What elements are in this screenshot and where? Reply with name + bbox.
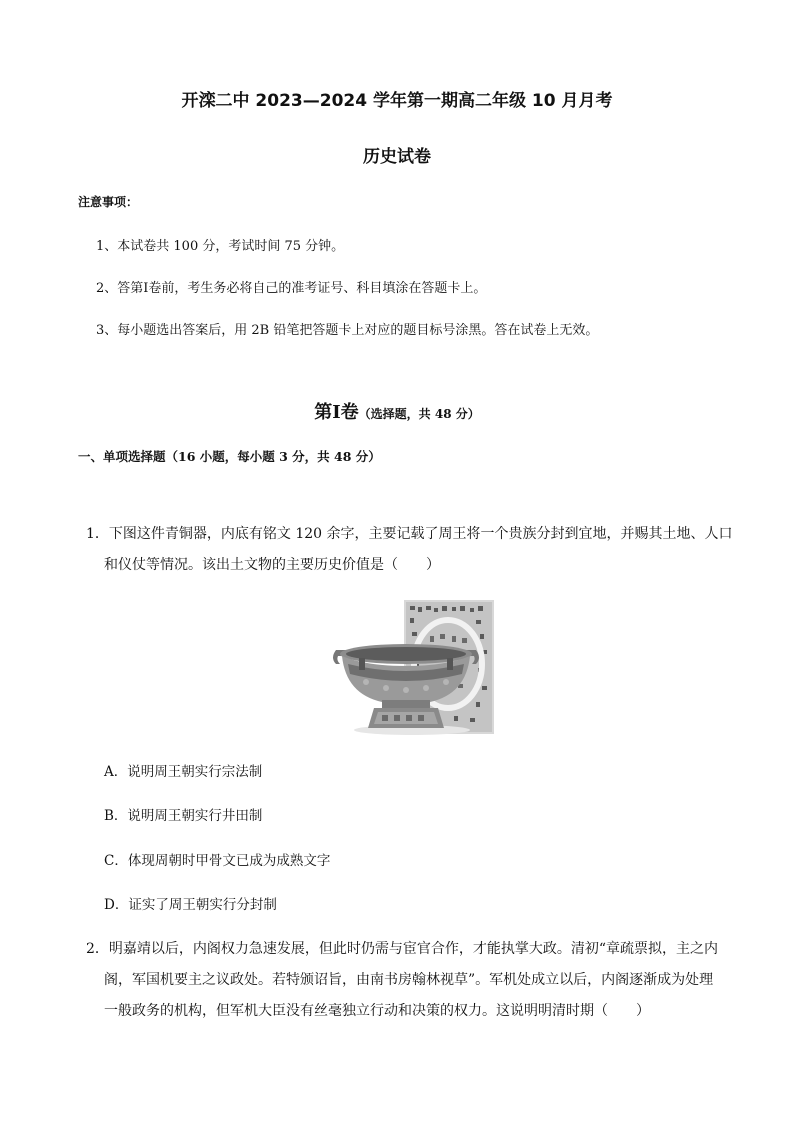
part-note: （选择题，共 48 分） [358, 407, 480, 421]
question-2-line-2: 阁，军国机要主之议政处。若特颁诏旨，由南书房翰林视草”。军机处成立以后，内阁逐渐成为处理 [104, 972, 714, 988]
bronze-vessel-figure [326, 598, 496, 738]
notice-item: 2、答第Ⅰ卷前，考生务必将自己的准考证号、科目填涂在答题卡上。 [96, 281, 487, 296]
section-heading: 一、单项选择题（16 小题，每小题 3 分，共 48 分） [78, 449, 381, 464]
option-a: A．说明周王朝实行宗法制 [104, 764, 263, 780]
exam-title: 开滦二中 2023—2024 学年第一期高二年级 10 月月考 [181, 91, 613, 111]
part-title: 第Ⅰ卷 [314, 402, 359, 423]
option-c: C．体现周朝时甲骨文已成为成熟文字 [104, 853, 331, 869]
question-1-line-2: 和仪仗等情况。该出土文物的主要历史价值是（ ） [104, 557, 440, 573]
question-2-line-3: 一般政务的机构，但军机大臣没有丝毫独立行动和决策的权力。这说明明清时期（ ） [104, 1003, 650, 1019]
notice-item: 1、本试卷共 100 分，考试时间 75 分钟。 [96, 239, 345, 254]
part-heading [0, 398, 794, 424]
question-2-line-1: 2．明嘉靖以后，内阁权力急速发展，但此时仍需与宦官合作，才能执掌大政。清初“章疏票拟，主之内 [86, 941, 719, 957]
option-b: B．说明周王朝实行井田制 [104, 808, 263, 824]
option-d: D．证实了周王朝实行分封制 [104, 897, 277, 913]
notice-heading: 注意事项： [78, 195, 139, 209]
notice-item: 3、每小题选出答案后，用 2B 铅笔把答题卡上对应的题目标号涂黑。答在试卷上无效。 [96, 323, 599, 338]
question-1-line-1: 1．下图这件青铜器，内底有铭文 120 余字，主要记载了周王将一个贵族分封到宜地，并赐其土地、人口 [86, 526, 733, 542]
exam-subtitle: 历史试卷 [363, 147, 431, 167]
